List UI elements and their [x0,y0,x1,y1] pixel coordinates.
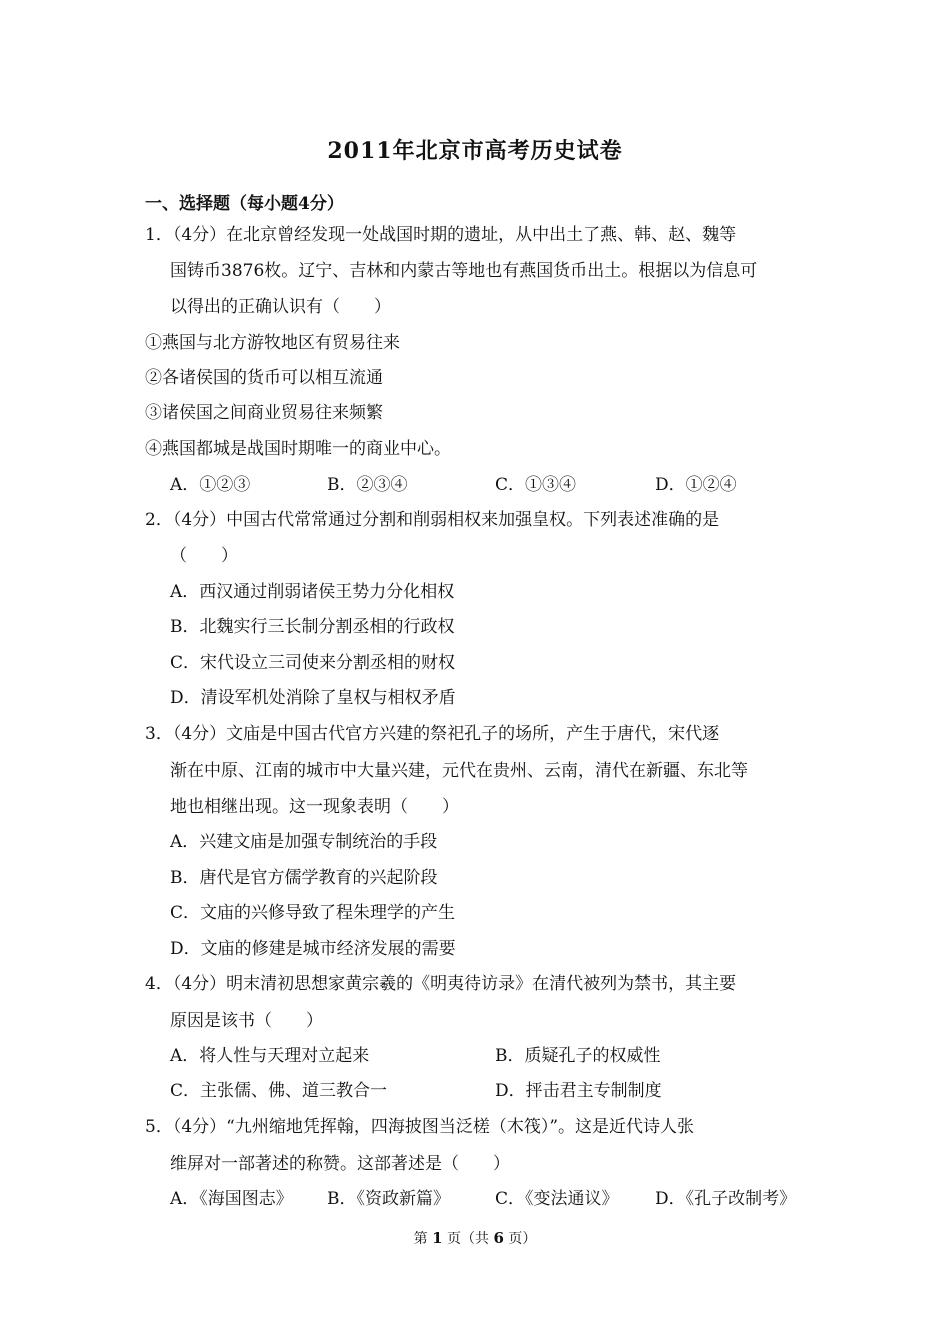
question-4-line-2: 原因是该书（ ） [170,1011,323,1031]
section-heading: 一、选择题（每小题4分） [145,194,344,214]
footer-total-pages: 6 [493,1229,504,1247]
question-1-line-2: 国铸币3876枚。辽宁、吉林和内蒙古等地也有燕国货币出土。根据以为信息可 [170,261,758,281]
statement-3: ③诸侯国之间商业贸易往来频繁 [145,403,383,423]
footer-middle: 页（共 [447,1231,489,1247]
question-3-option-a: A．兴建文庙是加强专制统治的手段 [170,832,438,852]
question-4-option-c: C．主张儒、佛、道三教合一 [170,1081,388,1101]
question-3-line-1: 3．（4分）文庙是中国古代官方兴建的祭祀孔子的场所，产生于唐代，宋代逐 [145,724,720,744]
footer-prefix: 第 [413,1231,428,1247]
page-footer [0,1228,950,1248]
question-4-option-b: B．质疑孔子的权威性 [495,1046,661,1066]
question-1-line-3: 以得出的正确认识有（ ） [170,297,391,317]
question-3-option-c: C．文庙的兴修导致了程朱理学的产生 [170,903,456,923]
question-1-option-a: A．①②③ [170,475,251,495]
question-5-line-1: 5．（4分）“九州缩地凭挥翰，四海披图当泛槎（木筏）”。这是近代诗人张 [145,1117,695,1137]
footer-suffix: 页） [508,1231,537,1247]
footer-page-number: 1 [432,1229,443,1247]
question-3-line-2: 渐在中原、江南的城市中大量兴建，元代在贵州、云南，清代在新疆、东北等 [170,761,748,781]
statement-2: ②各诸侯国的货币可以相互流通 [145,368,383,388]
question-3-line-3: 地也相继出现。这一现象表明（ ） [170,797,459,817]
question-3-option-d: D．文庙的修建是城市经济发展的需要 [170,939,456,959]
question-2-option-a: A．西汉通过削弱诸侯王势力分化相权 [170,582,455,602]
question-1-option-b: B．②③④ [327,475,408,495]
question-2-option-d: D．清设军机处消除了皇权与相权矛盾 [170,688,456,708]
question-1-line-1: 1．（4分）在北京曾经发现一处战国时期的遗址，从中出土了燕、韩、赵、魏等 [145,225,737,245]
question-4-line-1: 4．（4分）明末清初思想家黄宗羲的《明夷待访录》在清代被列为禁书，其主要 [145,974,737,994]
question-3-option-b: B．唐代是官方儒学教育的兴起阶段 [170,868,438,888]
question-2-option-c: C．宋代设立三司使来分割丞相的财权 [170,653,456,673]
question-5-line-2: 维屏对一部著述的称赞。这部著述是（ ） [170,1154,510,1174]
question-2-line-2: （ ） [170,546,238,566]
question-1-option-d: D．①②④ [655,475,737,495]
statement-1: ①燕国与北方游牧地区有贸易往来 [145,333,400,353]
question-1-option-c: C．①③④ [495,475,577,495]
page-title: 2011年北京市高考历史试卷 [327,138,623,164]
question-5-option-d: D．《孔子改制考》 [655,1189,797,1209]
question-4-option-d: D．抨击君主专制制度 [495,1081,662,1101]
question-5-option-c: C．《变法通议》 [495,1189,619,1209]
question-2-option-b: B．北魏实行三长制分割丞相的行政权 [170,617,455,637]
question-4-option-a: A．将人性与天理对立起来 [170,1046,370,1066]
question-2-line-1: 2．（4分）中国古代常常通过分割和削弱相权来加强皇权。下列表述准确的是 [145,510,720,530]
question-5-option-b: B．《资政新篇》 [327,1189,450,1209]
statement-4: ④燕国都城是战国时期唯一的商业中心。 [145,439,451,459]
question-5-option-a: A．《海国图志》 [170,1189,293,1209]
